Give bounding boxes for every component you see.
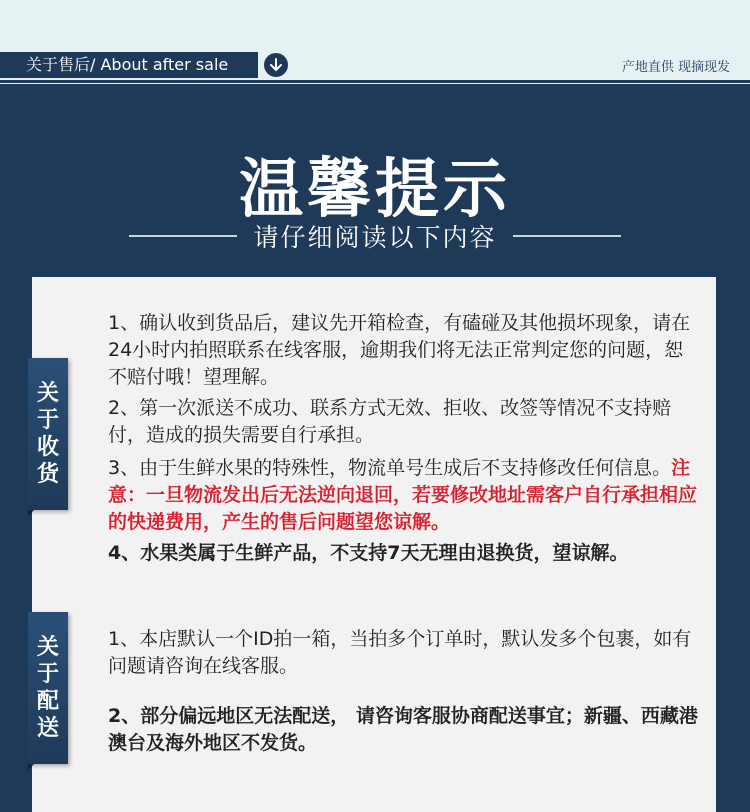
delivery-item-1: 1、本店默认一个ID拍一箱，当拍多个订单时，默认发多个包裹，如有问题请咨询在线客服。	[108, 628, 692, 677]
tag-char: 货	[36, 462, 59, 487]
receiving-item-1: 1、确认收到货品后，建议先开箱检查，有磕碰及其他损坏现象，请在24小时内拍照联系在线客服，逾期我们将无法正常判定您的问题，恕不赔付哦！望理解。	[108, 312, 691, 388]
tag-char: 送	[36, 716, 59, 741]
tag-char: 收	[36, 435, 59, 460]
arrow-down-circle-icon[interactable]	[264, 53, 288, 77]
header-divider	[0, 80, 750, 83]
subtitle-right-line	[513, 235, 621, 237]
after-sale-tab[interactable]: 关于售后/ About after sale	[0, 52, 258, 78]
subtitle-row	[0, 218, 750, 254]
tag-char: 关	[36, 381, 59, 406]
tag-char: 关	[36, 635, 59, 660]
slogan: 产地直供 现摘现发	[621, 60, 730, 75]
receiving-item-3-text: 3、由于生鲜水果的特殊性，物流单号生成后不支持修改任何信息。	[108, 457, 672, 479]
notice-text: 注意：一旦物流发出后无法逆向退回，若要修改地址需客户自行承担相应的快递费用，产生的售后问题望您谅解。	[108, 457, 698, 533]
subtitle-left-line	[129, 235, 237, 237]
delivery-item-2: 2、部分偏远地区无法配送， 请咨询客服协商配送事宜；新疆、西藏港澳台及海外地区不发货。	[108, 705, 698, 754]
section-tag-delivery	[28, 612, 68, 764]
subtitle: 请仔细阅读以下内容	[253, 223, 497, 252]
receiving-item-3	[108, 455, 698, 536]
receiving-item-4: 4、水果类属于生鲜产品，不支持7天无理由退换货，望谅解。	[108, 542, 629, 564]
receiving-item-2: 2、第一次派送不成功、联系方式无效、拒收、改签等情况不支持赔付，造成的损失需要自行承担。	[108, 397, 672, 446]
tag-char: 配	[36, 689, 59, 714]
page-title: 温馨提示	[239, 153, 511, 227]
tag-char: 于	[36, 408, 59, 433]
section-tag-receiving	[28, 358, 68, 510]
tag-char: 于	[36, 662, 59, 687]
